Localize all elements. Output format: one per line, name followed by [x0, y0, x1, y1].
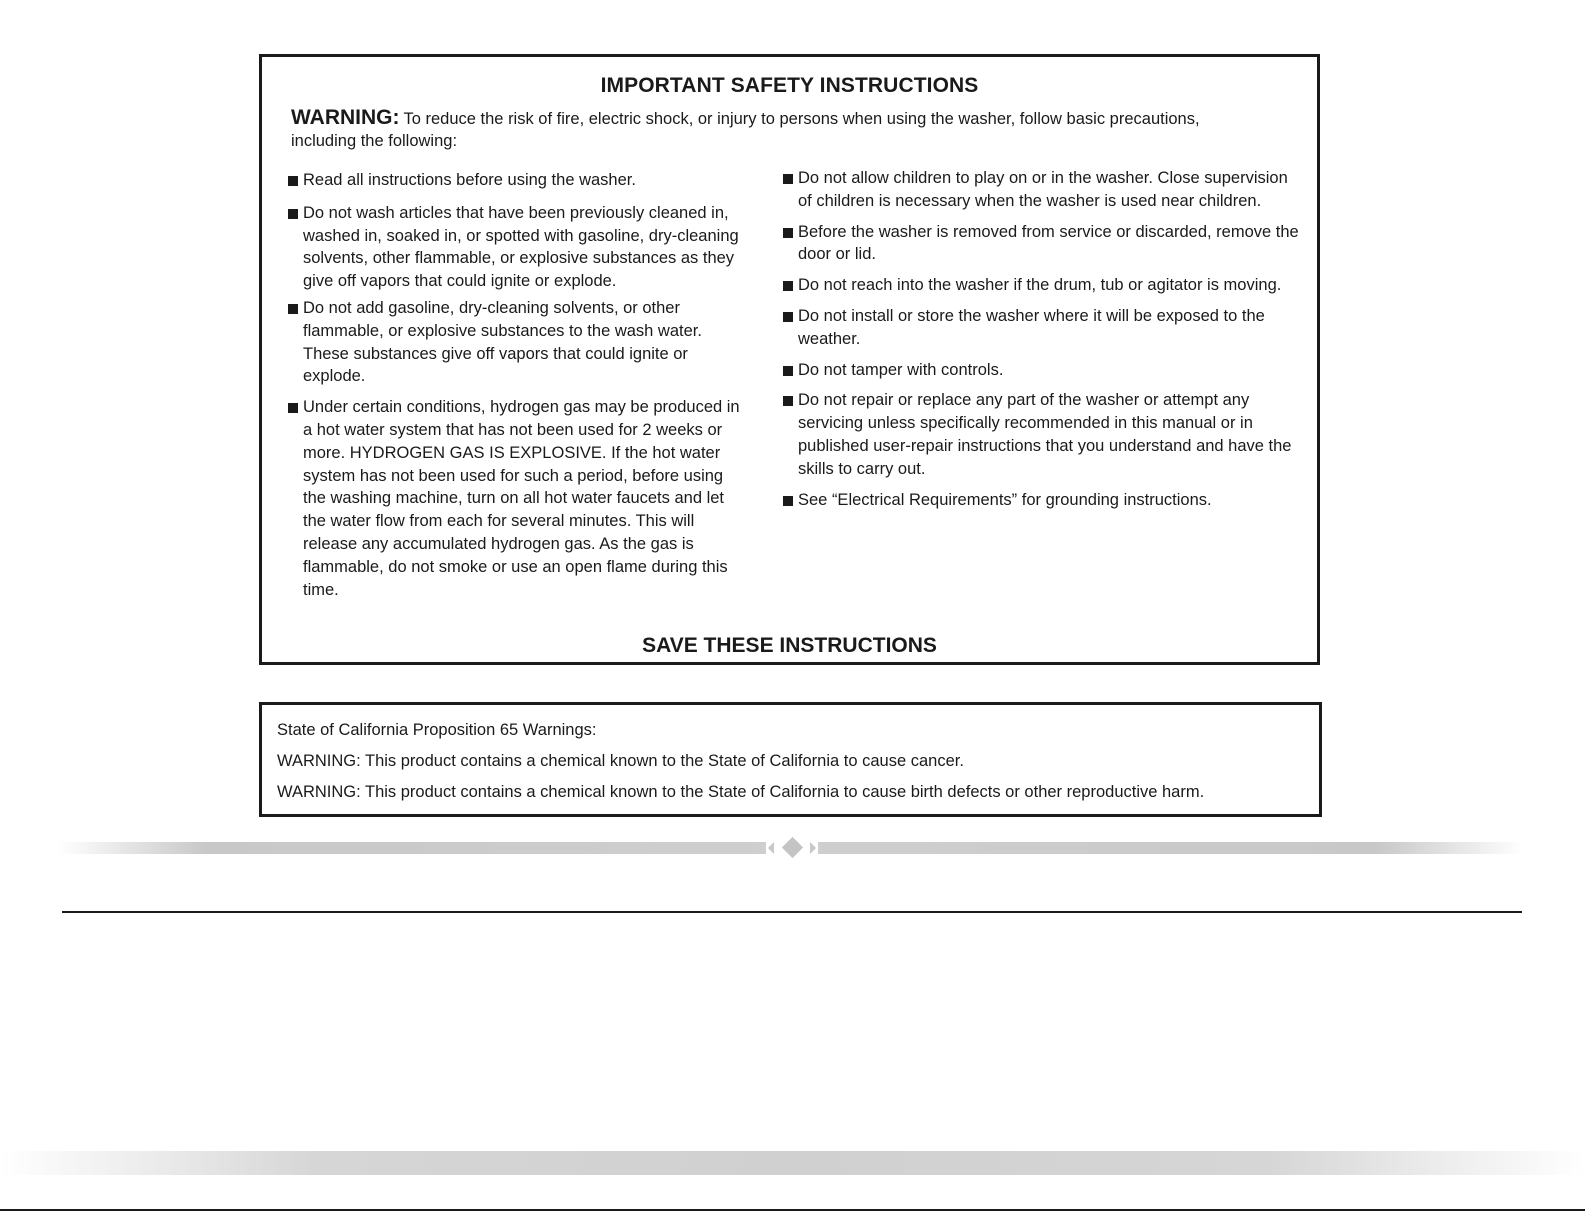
- list-item: [781, 167, 1301, 213]
- list-item: [286, 396, 746, 601]
- list-item-text: Before the washer is removed from service or discarded, remove the door or lid.: [798, 222, 1299, 264]
- square-bullet-icon: [783, 174, 793, 184]
- list-item-text: Do not reach into the washer if the drum, tub or agitator is moving.: [798, 276, 1282, 295]
- safety-title: IMPORTANT SAFETY INSTRUCTIONS: [600, 74, 979, 97]
- list-item-text: Do not repair or replace any part of the washer or attempt any servicing unless specifically recommended in this manual or in published user-repair instructions that you understand and have the skills to carry out.: [798, 391, 1292, 478]
- prop65-birth-defects-warning: WARNING: This product contains a chemical known to the State of California to cause birth defects or other reproductive harm.: [277, 783, 1205, 801]
- square-bullet-icon: [288, 209, 298, 219]
- square-bullet-icon: [783, 228, 793, 238]
- prop65-heading: State of California Proposition 65 Warnings:: [277, 721, 597, 739]
- square-bullet-icon: [288, 304, 298, 314]
- safety-list-right: [781, 167, 1301, 519]
- square-bullet-icon: [288, 403, 298, 413]
- list-item-text: Under certain conditions, hydrogen gas may be produced in a hot water system that has not been used for 2 weeks or more. HYDROGEN GAS IS EXPLOSIVE. If the hot water system has not been used for such a period, before using the washing machine, turn on all hot water faucets and let the water flow from each for several minutes. This will release any accumulated hydrogen gas. As the gas is flammable, do not smoke or use an open flame during this time.: [303, 398, 740, 599]
- square-bullet-icon: [288, 176, 298, 186]
- warning-line-2: including the following:: [291, 132, 458, 150]
- warning-intro: [291, 107, 1301, 152]
- footer-band: [0, 1151, 1585, 1175]
- horizontal-rule: [62, 911, 1522, 913]
- save-instructions-title: SAVE THESE INSTRUCTIONS: [642, 634, 937, 657]
- list-item: [781, 305, 1301, 351]
- safety-instructions-box: [259, 54, 1320, 665]
- list-item: [286, 297, 746, 388]
- list-item-text: Do not install or store the washer where it will be exposed to the weather.: [798, 306, 1265, 348]
- list-item-text: Do not wash articles that have been previously cleaned in, washed in, soaked in, or spotted with gasoline, dry-cleaning solvents, other flammable, or explosive substances as they give off vapors that could ignite or explode.: [303, 203, 739, 291]
- list-item-text: Read all instructions before using the washer.: [303, 171, 636, 189]
- footer-rule: [0, 1209, 1585, 1211]
- list-item-text: Do not tamper with controls.: [798, 360, 1004, 379]
- prop65-warning-box: [259, 702, 1322, 817]
- list-item-text: Do not add gasoline, dry-cleaning solvents, or other flammable, or explosive substances to the wash water. These substances give off vapors that could ignite or explode.: [303, 298, 702, 386]
- square-bullet-icon: [783, 396, 793, 406]
- list-item-text: See “Electrical Requirements” for grounding instructions.: [798, 490, 1212, 509]
- list-item: [781, 489, 1301, 512]
- list-item-text: Do not allow children to play on or in the washer. Close supervision of children is necessary when the washer is used near children.: [798, 169, 1288, 210]
- list-item: [286, 202, 746, 293]
- list-item: [781, 389, 1301, 480]
- square-bullet-icon: [783, 312, 793, 322]
- triangle-right-icon: [810, 842, 816, 854]
- list-item: [781, 274, 1301, 297]
- list-item: [781, 359, 1301, 382]
- square-bullet-icon: [783, 496, 793, 506]
- triangle-left-icon: [768, 842, 774, 854]
- section-divider: [58, 840, 1524, 856]
- prop65-cancer-warning: WARNING: This product contains a chemical known to the State of California to cause cancer.: [277, 752, 964, 770]
- list-item: [781, 221, 1301, 267]
- square-bullet-icon: [783, 366, 793, 376]
- list-item: [286, 169, 746, 192]
- square-bullet-icon: [783, 281, 793, 291]
- warning-lead: WARNING:: [291, 106, 400, 129]
- warning-line-1: To reduce the risk of fire, electric shock, or injury to persons when using the washer, follow basic precautions,: [403, 110, 1200, 128]
- safety-list-left: [286, 169, 746, 609]
